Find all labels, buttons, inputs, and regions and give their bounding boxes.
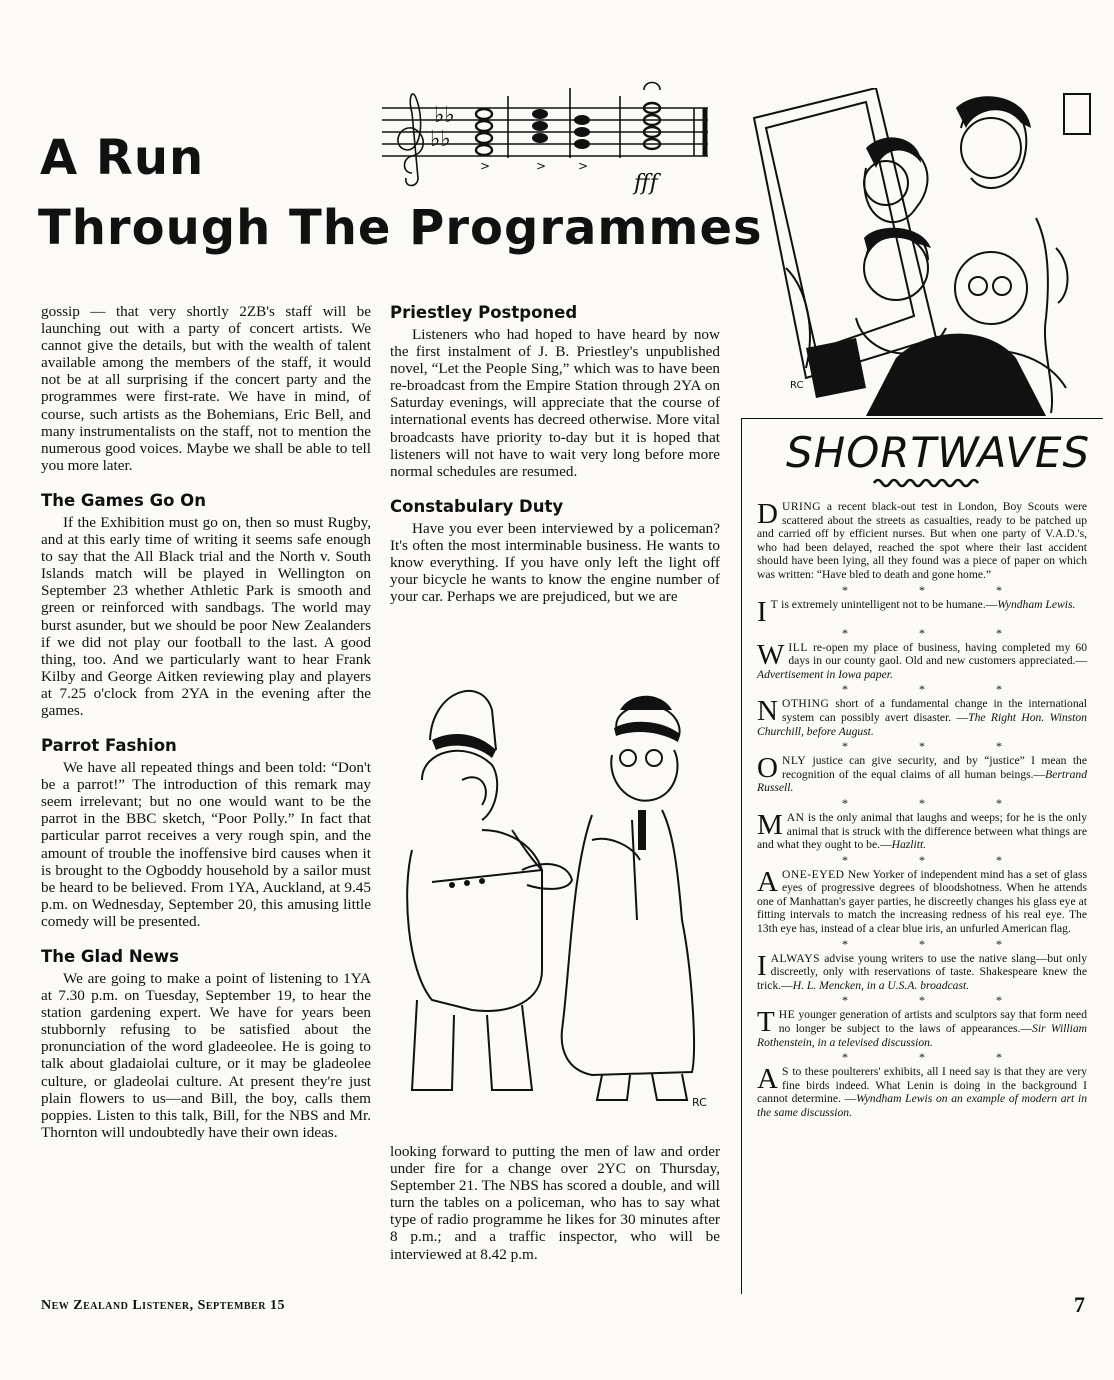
shortwave-item [757, 808, 1087, 852]
shortwave-item [757, 595, 1087, 628]
shortwave-item [757, 754, 1087, 795]
drop-cap: W [757, 638, 785, 671]
section-heading-parrot: Parrot Fashion [41, 736, 177, 756]
page-footer [41, 1298, 285, 1314]
drop-cap: A [757, 1063, 778, 1096]
drop-cap: D [757, 498, 778, 530]
cartoonist-signature: RC [692, 1096, 707, 1109]
radio-personalities-caricature [746, 88, 1106, 416]
page-title-line-2: Through The Programmes [38, 200, 763, 256]
shortwave-item [757, 697, 1087, 738]
item-attribution: H. L. Mencken, in a U.S.A. broadcast. [792, 978, 970, 992]
item-text: to these poulterers' exhibits, all I need say is that they are very fine birds indeed. What Lenin is doing in the background I cannot determine. — [757, 1065, 1087, 1106]
separator-stars: * * * [842, 852, 1036, 867]
lead-in-caps: T [770, 597, 779, 611]
section-heading-priestley: Priestley Postponed [390, 303, 578, 322]
separator-stars: * * * [842, 795, 1036, 810]
shortwave-item [757, 865, 1087, 936]
separator-stars: * * * [842, 936, 1036, 951]
lead-in-caps: NLY [781, 754, 807, 768]
shortwaves-title: SHORTWAVES [786, 428, 1091, 477]
lead-in-caps: URING [781, 500, 822, 513]
item-text: is the only animal that laughs and weeps; for he is the only animal that is struck with the difference between what things are and what they ought to be.— [757, 810, 1087, 852]
section-heading-glad-news: The Glad News [41, 947, 179, 966]
shortwave-item [757, 1008, 1087, 1049]
article-column-1 [41, 303, 371, 1141]
page-title-line-1: A Run [40, 130, 205, 186]
item-text: justice can give security, and by “justice” I mean the recognition of the equal claims of all human beings.— [781, 754, 1087, 781]
publication-name: New Zealand Listener, September 15 [41, 1298, 285, 1313]
drop-cap: M [757, 808, 783, 841]
lead-in-caps: OTHING [781, 697, 830, 711]
lead-in-caps: AN [786, 810, 805, 824]
artist-initials: RC [790, 380, 804, 391]
svg-text:>: > [536, 159, 547, 173]
item-text: a recent black-out test in London, Boy Scouts were scattered about the streets as casualties, ready to be patched up and carried off by efficient nurses. But when one party of V.A.D.'s, who had been delayed, reached the spot where their last accident should have been lying, all they found was a piece of paper on which was written: “Have bled to death and gone home.” [757, 500, 1087, 581]
shortwave-item [757, 949, 1087, 993]
drop-cap: A [757, 865, 778, 898]
separator-stars: * * * [842, 739, 1036, 754]
section-heading-games: The Games Go On [41, 490, 206, 510]
article-column-2-continued [390, 1143, 720, 1263]
separator-stars: * * * [842, 582, 1036, 597]
item-attribution: The Right Hon. Winston Churchill, before August. [757, 710, 1087, 738]
section-body-constabulary: Have you ever been interviewed by a policeman? It's often the most interminable business. He wants to know everything. If you have only left the light off your bicycle he wants to know the engine number of your car. Perhaps we are prejudiced, but we are [390, 519, 720, 606]
separator-stars: * * * [842, 625, 1036, 640]
intro-paragraph: gossip — that very shortly 2ZB's staff will be launching out with a party of concert artists. We cannot give the details, but with the wealth of talent available among the members of the staff, it would not be at all surprising if the concert party and the programmes were first-rate. We have in mind, of course, such artists as the Bohemians, Eric Bell, and many instrumentalists on the staff, not to mention the numerous good voices. Maybe we shall be able to tell you more later. [41, 303, 371, 474]
svg-text:>: > [480, 159, 491, 173]
svg-text:>: > [578, 159, 589, 173]
separator-stars: * * * [842, 1050, 1036, 1065]
lead-in-caps: S [781, 1065, 789, 1079]
section-body-glad-news: We are going to make a point of listening to 1YA at 7.30 p.m. on Tuesday, September 19, to hear the station gardening expert. We have for years been stubbornly refusing to be satisfied about the pronunciation of the word gladeeolee. He is going to talk about gladaiolai culture, or it may be gladeolee culture, or gladeolai culture. At present they're just plain flowers to us—and Bill, the boy, calls them poppies. Listen to this talk, Bill, for the NBS and Mr. Thornton will undoubtedly have their own ideas. [41, 970, 371, 1141]
item-text: advise young writers to use the native slang—but only discreetly, only with reservations of taste. Shakespeare knew the trick.— [757, 951, 1087, 992]
svg-text:♭♭: ♭♭ [434, 103, 455, 128]
drop-cap: N [757, 695, 778, 728]
wavy-underline-decoration [872, 477, 984, 489]
item-text: younger generation of artists and sculptors say that form need no longer be subject to the laws of appearances.— [778, 1008, 1087, 1036]
constabulary-continuation: looking forward to putting the men of law and order under fire for a change over 2YC on Thursday, September 21. The NBS has scored a double, and will turn the tables on a policeman, who has to say what type of radio programme he likes for 30 minutes after 8 p.m.; and a traffic inspector, who will be interviewed at 8.42 p.m. [390, 1143, 720, 1263]
shortwave-item [757, 500, 1087, 582]
music-staff-illustration [372, 78, 712, 198]
drop-cap: T [757, 1006, 775, 1039]
item-text: New Yorker of independent mind has a set of glass eyes of progressive degrees of bloodshotness. When he attends one of Manhattan's gayer parties, he discreetly changes his glass eye at fitting intervals to match the increasing redness of his real eye. The 13th eye has, instead of a clear blue iris, an unfurled American flag. [757, 867, 1087, 936]
section-body-games: If the Exhibition must go on, then so must Rugby, and at this early time of writing it seems safe enough to say that the All Black trial and the North v. South Islands match will be played in Wellington on September 23 whether Athletic Park is smooth and green or reinforced with sandbags. The world may burst asunder, but we should be poor New Zealanders if we did not play our football to the last. A good thing, too. And we particularly want to hear Frank Kilby and George Aitken reviewing play and players at 7.25 o'clock from 2YA in the evening after the games. [41, 513, 371, 719]
lead-in-caps: ILL [788, 640, 808, 654]
article-column-2 [390, 303, 720, 605]
separator-stars: * * * [842, 993, 1036, 1008]
lead-in-caps: ALWAYS [770, 951, 821, 965]
drop-cap: I [757, 595, 767, 628]
section-heading-constabulary: Constabulary Duty [390, 496, 564, 516]
item-attribution: Wyndham Lewis on an example of modern art in the same discussion. [757, 1092, 1087, 1119]
drop-cap: I [757, 949, 767, 982]
item-text: short of a fundamental change in the international system can possibly avert disaster. — [781, 697, 1087, 724]
policeman-interview-cartoon [392, 670, 722, 1110]
item-text: re-open my place of business, having completed my 60 days in our county gaol. Old and new customers appreciated.— [788, 640, 1087, 668]
drop-cap: O [757, 752, 778, 785]
lead-in-caps: HE [778, 1008, 796, 1022]
shortwave-item [757, 638, 1087, 682]
shortwave-item [757, 1065, 1087, 1119]
page-number: 7 [1074, 1292, 1085, 1317]
section-body-priestley: Listeners who had hoped to have heard by now the first instalment of J. B. Priestley's unpublished novel, “Let the People Sing,” which was to have been re-broadcast from the Empire Station through 2YA on Saturday evenings, will appreciate that the course of international events has decreed otherwise. More vital broadcasts have priority to-day but it is hoped that listeners will not have to wait very long before more normal schedules are resumed. [390, 326, 720, 480]
item-attribution: Sir William Rothenstein, in a televised discussion. [757, 1022, 1088, 1049]
item-text: is extremely unintelligent not to be humane.— [778, 597, 998, 611]
shortwaves-items [757, 500, 1087, 1120]
svg-text:fff: fff [634, 171, 658, 196]
section-body-parrot: We have all repeated things and been told: “Don't be a parrot!” The introduction of this remark may seem irrelevant; but no one would want to be the parrot in the BBC sketch, “Poor Polly.” In fact that particular parrot receives a very rough spin, and the amount of trouble the inoffensive bird causes when it is brought to the Ogboddy household by a sailor must be heard to be believed. From 1YA, Auckland, at 9.45 p.m. on Wednesday, September 20, this amusing little comedy will be presented. [41, 759, 371, 930]
item-attribution: Hazlitt. [891, 838, 927, 852]
svg-text:♭♭: ♭♭ [430, 127, 451, 152]
item-attribution: Wyndham Lewis. [997, 597, 1076, 611]
item-attribution: Advertisement in Iowa paper. [757, 667, 893, 681]
lead-in-caps: ONE-EYED [781, 867, 845, 881]
item-attribution: Bertrand Russell. [757, 767, 1087, 795]
separator-stars: * * * [842, 682, 1036, 697]
